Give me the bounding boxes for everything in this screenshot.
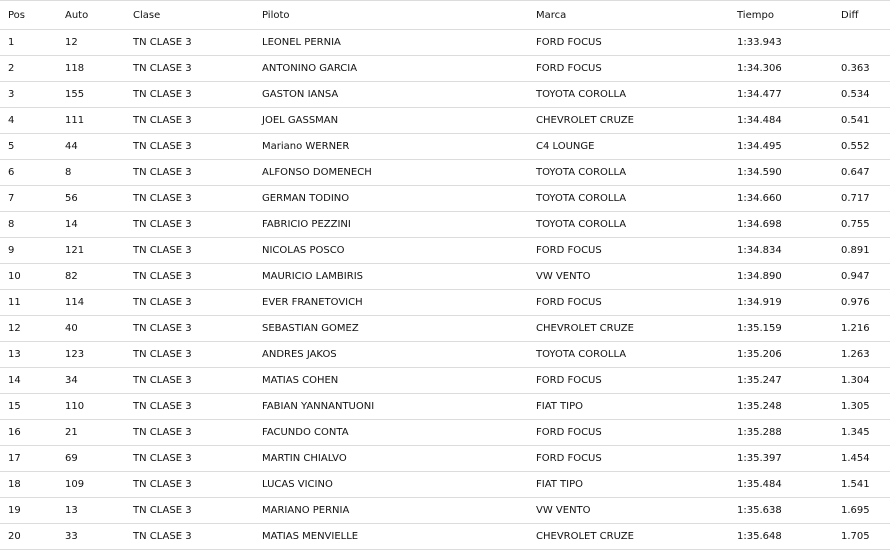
cell-marca: FORD FOCUS <box>528 56 729 82</box>
cell-tiempo: 1:35.247 <box>729 368 833 394</box>
cell-auto: 12 <box>57 30 125 56</box>
cell-tiempo: 1:34.834 <box>729 238 833 264</box>
cell-tiempo: 1:34.698 <box>729 212 833 238</box>
table-row <box>0 264 890 290</box>
cell-tiempo: 1:35.248 <box>729 394 833 420</box>
table-row <box>0 472 890 498</box>
cell-tiempo: 1:35.397 <box>729 446 833 472</box>
cell-clase: TN CLASE 3 <box>125 160 254 186</box>
table-row <box>0 316 890 342</box>
cell-clase: TN CLASE 3 <box>125 368 254 394</box>
cell-piloto: FACUNDO CONTA <box>254 420 528 446</box>
cell-pos: 3 <box>0 82 57 108</box>
cell-pos: 9 <box>0 238 57 264</box>
cell-pos: 14 <box>0 368 57 394</box>
cell-auto: 14 <box>57 212 125 238</box>
cell-piloto: JOEL GASSMAN <box>254 108 528 134</box>
cell-auto: 110 <box>57 394 125 420</box>
cell-piloto: FABRICIO PEZZINI <box>254 212 528 238</box>
table-row <box>0 498 890 524</box>
cell-marca: C4 LOUNGE <box>528 134 729 160</box>
cell-auto: 114 <box>57 290 125 316</box>
cell-diff: 1.216 <box>833 316 890 342</box>
cell-marca: TOYOTA COROLLA <box>528 160 729 186</box>
cell-diff: 1.454 <box>833 446 890 472</box>
table-row <box>0 290 890 316</box>
cell-clase: TN CLASE 3 <box>125 524 254 550</box>
cell-auto: 13 <box>57 498 125 524</box>
cell-marca: CHEVROLET CRUZE <box>528 524 729 550</box>
cell-marca: TOYOTA COROLLA <box>528 186 729 212</box>
cell-diff: 0.552 <box>833 134 890 160</box>
cell-marca: FIAT TIPO <box>528 472 729 498</box>
cell-tiempo: 1:35.648 <box>729 524 833 550</box>
cell-piloto: SEBASTIAN GOMEZ <box>254 316 528 342</box>
cell-marca: TOYOTA COROLLA <box>528 212 729 238</box>
cell-pos: 7 <box>0 186 57 212</box>
cell-auto: 8 <box>57 160 125 186</box>
cell-marca: FORD FOCUS <box>528 420 729 446</box>
cell-pos: 6 <box>0 160 57 186</box>
cell-auto: 155 <box>57 82 125 108</box>
table-row <box>0 238 890 264</box>
cell-piloto: ALFONSO DOMENECH <box>254 160 528 186</box>
cell-tiempo: 1:35.206 <box>729 342 833 368</box>
cell-pos: 5 <box>0 134 57 160</box>
cell-clase: TN CLASE 3 <box>125 394 254 420</box>
cell-marca: CHEVROLET CRUZE <box>528 108 729 134</box>
header-row <box>0 1 890 30</box>
cell-pos: 19 <box>0 498 57 524</box>
cell-clase: TN CLASE 3 <box>125 420 254 446</box>
cell-clase: TN CLASE 3 <box>125 342 254 368</box>
cell-pos: 4 <box>0 108 57 134</box>
table-row <box>0 394 890 420</box>
cell-diff: 1.541 <box>833 472 890 498</box>
cell-clase: TN CLASE 3 <box>125 264 254 290</box>
cell-pos: 12 <box>0 316 57 342</box>
cell-tiempo: 1:34.890 <box>729 264 833 290</box>
table-row <box>0 186 890 212</box>
cell-piloto: MATIAS COHEN <box>254 368 528 394</box>
cell-diff: 1.705 <box>833 524 890 550</box>
cell-diff: 0.534 <box>833 82 890 108</box>
column-header-clase[interactable]: Clase <box>125 1 254 30</box>
cell-piloto: GASTON IANSA <box>254 82 528 108</box>
cell-clase: TN CLASE 3 <box>125 316 254 342</box>
table-row <box>0 108 890 134</box>
cell-pos: 16 <box>0 420 57 446</box>
cell-auto: 56 <box>57 186 125 212</box>
cell-marca: TOYOTA COROLLA <box>528 342 729 368</box>
column-header-diff[interactable]: Diff <box>833 1 890 30</box>
cell-tiempo: 1:35.638 <box>729 498 833 524</box>
cell-auto: 69 <box>57 446 125 472</box>
cell-pos: 8 <box>0 212 57 238</box>
cell-diff: 0.363 <box>833 56 890 82</box>
cell-diff <box>833 30 890 56</box>
cell-piloto: FABIAN YANNANTUONI <box>254 394 528 420</box>
cell-tiempo: 1:34.919 <box>729 290 833 316</box>
cell-piloto: LEONEL PERNIA <box>254 30 528 56</box>
cell-marca: VW VENTO <box>528 264 729 290</box>
table-row <box>0 56 890 82</box>
cell-diff: 0.891 <box>833 238 890 264</box>
cell-diff: 0.976 <box>833 290 890 316</box>
cell-tiempo: 1:34.590 <box>729 160 833 186</box>
column-header-auto[interactable]: Auto <box>57 1 125 30</box>
cell-diff: 1.305 <box>833 394 890 420</box>
cell-pos: 15 <box>0 394 57 420</box>
cell-piloto: EVER FRANETOVICH <box>254 290 528 316</box>
cell-piloto: MAURICIO LAMBIRIS <box>254 264 528 290</box>
table-row <box>0 524 890 550</box>
cell-pos: 17 <box>0 446 57 472</box>
cell-auto: 33 <box>57 524 125 550</box>
table-row <box>0 368 890 394</box>
cell-pos: 1 <box>0 30 57 56</box>
column-header-marca[interactable]: Marca <box>528 1 729 30</box>
cell-marca: VW VENTO <box>528 498 729 524</box>
cell-auto: 40 <box>57 316 125 342</box>
cell-piloto: MARIANO PERNIA <box>254 498 528 524</box>
cell-diff: 1.695 <box>833 498 890 524</box>
cell-auto: 111 <box>57 108 125 134</box>
cell-tiempo: 1:34.484 <box>729 108 833 134</box>
table-row <box>0 420 890 446</box>
cell-piloto: NICOLAS POSCO <box>254 238 528 264</box>
column-header-tiempo[interactable]: Tiempo <box>729 1 833 30</box>
cell-diff: 0.541 <box>833 108 890 134</box>
cell-diff: 0.717 <box>833 186 890 212</box>
cell-marca: FIAT TIPO <box>528 394 729 420</box>
table-row <box>0 342 890 368</box>
cell-marca: FORD FOCUS <box>528 30 729 56</box>
cell-marca: FORD FOCUS <box>528 446 729 472</box>
cell-tiempo: 1:34.477 <box>729 82 833 108</box>
cell-pos: 2 <box>0 56 57 82</box>
cell-clase: TN CLASE 3 <box>125 82 254 108</box>
cell-marca: FORD FOCUS <box>528 368 729 394</box>
cell-diff: 1.345 <box>833 420 890 446</box>
column-header-piloto[interactable]: Piloto <box>254 1 528 30</box>
cell-clase: TN CLASE 3 <box>125 238 254 264</box>
cell-piloto: LUCAS VICINO <box>254 472 528 498</box>
table-row <box>0 160 890 186</box>
cell-piloto: MARTIN CHIALVO <box>254 446 528 472</box>
cell-clase: TN CLASE 3 <box>125 108 254 134</box>
cell-clase: TN CLASE 3 <box>125 56 254 82</box>
cell-tiempo: 1:35.288 <box>729 420 833 446</box>
cell-clase: TN CLASE 3 <box>125 30 254 56</box>
cell-clase: TN CLASE 3 <box>125 498 254 524</box>
cell-marca: TOYOTA COROLLA <box>528 82 729 108</box>
cell-tiempo: 1:34.306 <box>729 56 833 82</box>
cell-marca: FORD FOCUS <box>528 290 729 316</box>
cell-auto: 123 <box>57 342 125 368</box>
cell-pos: 13 <box>0 342 57 368</box>
cell-pos: 10 <box>0 264 57 290</box>
cell-clase: TN CLASE 3 <box>125 472 254 498</box>
cell-diff: 0.647 <box>833 160 890 186</box>
cell-piloto: GERMAN TODINO <box>254 186 528 212</box>
cell-piloto: ANDRES JAKOS <box>254 342 528 368</box>
cell-clase: TN CLASE 3 <box>125 212 254 238</box>
cell-piloto: Mariano WERNER <box>254 134 528 160</box>
cell-diff: 1.304 <box>833 368 890 394</box>
table-row <box>0 212 890 238</box>
table-row <box>0 30 890 56</box>
table-row <box>0 446 890 472</box>
cell-auto: 44 <box>57 134 125 160</box>
cell-auto: 109 <box>57 472 125 498</box>
table-row <box>0 82 890 108</box>
cell-pos: 20 <box>0 524 57 550</box>
cell-pos: 18 <box>0 472 57 498</box>
cell-auto: 121 <box>57 238 125 264</box>
cell-diff: 0.947 <box>833 264 890 290</box>
cell-auto: 82 <box>57 264 125 290</box>
cell-piloto: MATIAS MENVIELLE <box>254 524 528 550</box>
cell-clase: TN CLASE 3 <box>125 290 254 316</box>
cell-marca: CHEVROLET CRUZE <box>528 316 729 342</box>
cell-auto: 34 <box>57 368 125 394</box>
table-header <box>0 1 890 30</box>
cell-pos: 11 <box>0 290 57 316</box>
cell-tiempo: 1:35.484 <box>729 472 833 498</box>
cell-tiempo: 1:34.495 <box>729 134 833 160</box>
cell-tiempo: 1:35.159 <box>729 316 833 342</box>
column-header-pos[interactable]: Pos <box>0 1 57 30</box>
cell-clase: TN CLASE 3 <box>125 134 254 160</box>
table-body <box>0 30 890 550</box>
cell-auto: 21 <box>57 420 125 446</box>
table-row <box>0 134 890 160</box>
cell-marca: FORD FOCUS <box>528 238 729 264</box>
cell-auto: 118 <box>57 56 125 82</box>
cell-diff: 1.263 <box>833 342 890 368</box>
cell-clase: TN CLASE 3 <box>125 186 254 212</box>
cell-diff: 0.755 <box>833 212 890 238</box>
cell-tiempo: 1:34.660 <box>729 186 833 212</box>
cell-tiempo: 1:33.943 <box>729 30 833 56</box>
cell-piloto: ANTONINO GARCIA <box>254 56 528 82</box>
cell-clase: TN CLASE 3 <box>125 446 254 472</box>
